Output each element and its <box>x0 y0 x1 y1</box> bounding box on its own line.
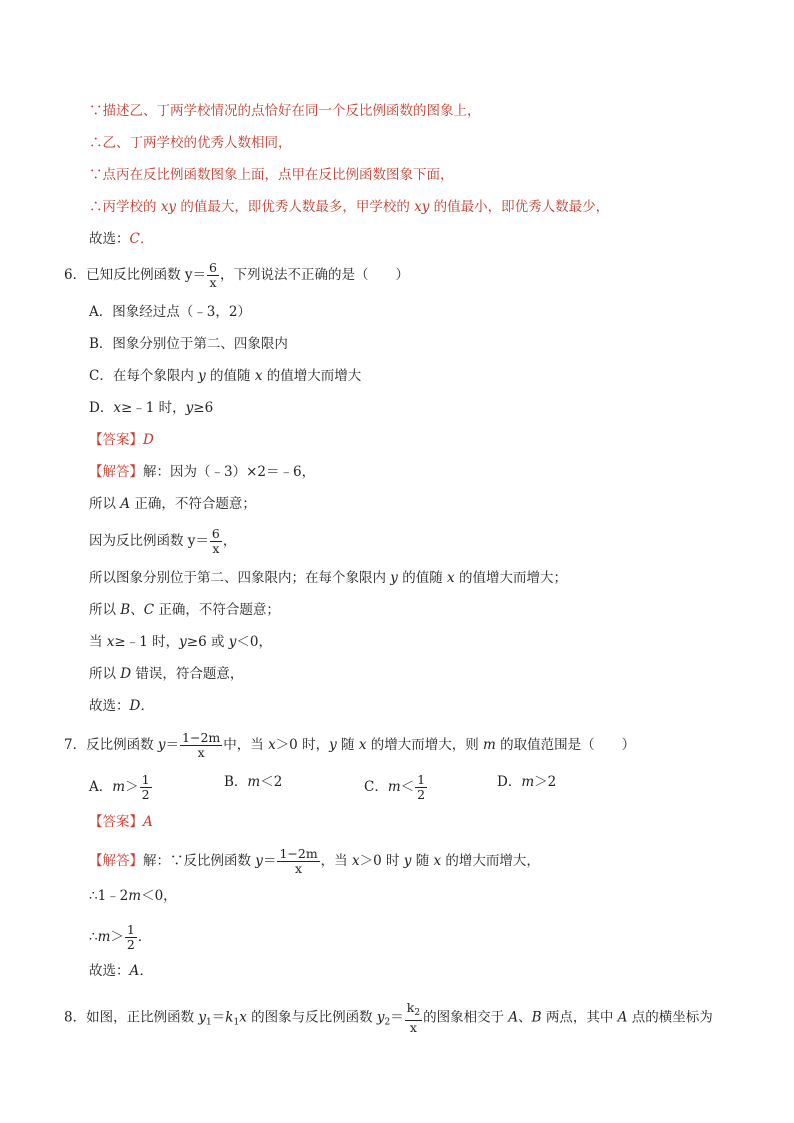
solution-label: 【解答】 <box>89 464 143 480</box>
text: ， <box>222 533 237 549</box>
q6-option-d <box>89 399 794 417</box>
text: 故选： <box>89 963 130 979</box>
numerator: 1 <box>126 922 135 937</box>
text: 当 <box>89 634 107 650</box>
denominator: x <box>212 541 220 556</box>
var: y <box>179 634 187 650</box>
var: x <box>254 368 263 384</box>
text: ∵点丙在反比例函数图象上面，点甲在反比例函数图象下面， <box>89 167 454 183</box>
var: y <box>255 853 263 869</box>
prev-solution-line-2 <box>89 134 794 152</box>
text: D． <box>497 774 522 790</box>
text: ≥6 <box>193 400 214 416</box>
numerator: 1 <box>417 772 426 787</box>
var: x <box>106 634 115 650</box>
q7-answer <box>89 813 794 831</box>
text: 故选： <box>89 231 130 247</box>
text: 的值最大，即优秀人数最多，甲学校的 <box>176 199 415 215</box>
var: x <box>113 400 121 416</box>
fraction <box>210 527 222 556</box>
var: x <box>239 1009 247 1026</box>
q7-options <box>0 773 794 805</box>
q6-option-a <box>89 303 794 321</box>
text: 的值增大而增大； <box>454 570 567 586</box>
fraction <box>180 731 222 760</box>
text: ，当 <box>320 853 352 869</box>
q6-solution-2 <box>89 495 794 513</box>
text: 随 <box>411 853 434 869</box>
text: 的值增大而增大 <box>262 368 362 384</box>
text: B．图象分别位于第二、四象限内 <box>89 336 288 352</box>
var: y <box>228 634 237 650</box>
q6-solution-8 <box>89 697 794 715</box>
denominator: x <box>409 1020 417 1035</box>
q6-solution-3 <box>89 527 794 556</box>
var: m <box>387 779 401 795</box>
text: C．在每个象限内 <box>89 368 199 384</box>
text: 、 <box>130 602 144 618</box>
var: x <box>351 853 360 869</box>
solution-label: 【解答】 <box>89 853 143 869</box>
fraction <box>405 1001 422 1035</box>
answer-label: 【答案】 <box>89 432 143 448</box>
text: ． <box>137 929 152 945</box>
text: 的增大而增大， <box>441 853 540 869</box>
var: y <box>329 737 337 753</box>
text: ＜ <box>400 779 415 795</box>
answer-label: 【答案】 <box>89 814 143 830</box>
text: ∴丙学校的 <box>89 199 161 215</box>
q7-stem <box>64 731 794 760</box>
answer-value: A <box>143 814 153 830</box>
var: y <box>198 1009 207 1026</box>
prev-solution-choice <box>89 230 794 248</box>
q7-solution-2 <box>89 887 794 905</box>
q6-option-b <box>89 335 794 353</box>
denominator: x <box>295 861 303 876</box>
text: 所以 <box>89 496 121 512</box>
q6-solution-7 <box>89 665 794 683</box>
text: D． <box>89 400 114 416</box>
text: 6．已知反比例函数 y＝ <box>64 267 207 283</box>
q7-option-d <box>497 773 556 791</box>
numerator: 6 <box>211 526 220 541</box>
text: ≥6 或 <box>186 634 229 650</box>
text: ∵描述乙、丁两学校情况的点恰好在同一个反比例函数的图象上， <box>89 103 481 119</box>
text: 7．反比例函数 <box>64 737 158 753</box>
text: ＞0 时， <box>275 737 330 753</box>
text: 正确，不符合题意； <box>154 602 280 618</box>
var: m <box>97 929 111 945</box>
text: 、 <box>518 1009 532 1026</box>
denominator: 2 <box>141 787 150 802</box>
text: ≥﹣1 时， <box>114 634 180 650</box>
prev-solution-line-1 <box>89 102 794 120</box>
var: y <box>390 570 398 586</box>
text: 的值随 <box>397 570 448 586</box>
var: k <box>225 1009 234 1026</box>
choice: C． <box>129 231 154 247</box>
var: m <box>521 774 535 790</box>
text: 的增大而增大，则 <box>366 737 484 753</box>
fraction <box>125 923 137 952</box>
var: y <box>185 400 194 416</box>
subscript: 1 <box>233 1017 240 1028</box>
numerator: 6 <box>209 260 217 275</box>
text: A． <box>89 779 113 795</box>
denominator: 2 <box>417 787 426 802</box>
var: A <box>508 1009 519 1026</box>
text: ＞ <box>125 779 139 795</box>
q7-solution-1 <box>89 847 794 876</box>
text: ＞ <box>110 929 124 945</box>
text: 的值随 <box>205 368 255 384</box>
q6-solution-6 <box>89 633 794 651</box>
text: 中，当 <box>223 737 269 753</box>
var: A <box>617 1009 628 1026</box>
var: m <box>483 737 496 753</box>
var: y <box>376 1009 385 1026</box>
answer-value: D <box>143 432 154 448</box>
numerator: 1−2m <box>279 846 318 861</box>
numerator: 1−2m <box>182 730 221 745</box>
var: xy <box>414 199 430 215</box>
q6-solution-1 <box>89 463 794 481</box>
text: ，下列说法不正确的是（ ） <box>219 267 409 283</box>
var: y <box>157 737 166 753</box>
var: B <box>120 602 131 618</box>
q6-solution-4 <box>89 569 794 587</box>
text: 故选： <box>89 698 130 714</box>
text: A．图象经过点（﹣3，2） <box>89 304 251 320</box>
prev-solution-line-3 <box>89 166 794 184</box>
var: m <box>247 774 261 790</box>
denominator: x <box>197 745 205 760</box>
denominator: 2 <box>126 937 135 952</box>
text: 因为反比例函数 y＝ <box>89 533 209 549</box>
text: ＞2 <box>534 774 557 790</box>
numerator <box>405 1001 422 1021</box>
text: 所以 <box>89 666 121 682</box>
text: 解：因为（﹣3）×2＝﹣6， <box>143 464 316 480</box>
text: ＜2 <box>260 774 283 790</box>
text: 正确，不符合题意； <box>130 496 256 512</box>
var: x <box>358 737 367 753</box>
prev-solution-line-4 <box>89 198 794 216</box>
var: y <box>403 853 412 869</box>
text: 8．如图，正比例函数 <box>64 1009 199 1026</box>
text: ∴ <box>89 929 98 945</box>
var: xy <box>160 199 177 215</box>
text: 随 <box>336 737 359 753</box>
text: 错误，符合题意， <box>131 666 244 682</box>
var: x <box>433 853 442 869</box>
denominator: x <box>209 275 217 290</box>
text: 的值最小，即优秀人数最少， <box>429 199 610 215</box>
subscript: 1 <box>206 1017 212 1028</box>
text: 解：∵反比例函数 <box>143 853 256 869</box>
var: m <box>128 888 142 904</box>
text: ∴1﹣2 <box>89 888 129 904</box>
q7-solution-3 <box>89 923 794 952</box>
text: 两点，其中 <box>541 1009 618 1026</box>
q7-option-c <box>364 773 428 802</box>
text: ＜0， <box>236 634 272 650</box>
subscript: 2 <box>414 1008 421 1018</box>
fraction <box>207 261 219 290</box>
choice: A． <box>129 963 153 979</box>
text: 的取值范围是（ ） <box>495 737 636 753</box>
text: ＝ <box>211 1009 226 1026</box>
var: A <box>120 496 131 512</box>
q7-solution-4 <box>89 962 794 980</box>
var: y <box>198 368 206 384</box>
var: B <box>531 1009 542 1026</box>
q6-answer <box>89 431 794 449</box>
subscript: 2 <box>384 1017 391 1028</box>
q6-solution-5 <box>89 601 794 619</box>
text: C． <box>364 779 388 795</box>
numerator: 1 <box>141 772 150 787</box>
q7-option-b <box>224 773 282 791</box>
q8-stem <box>64 1001 794 1035</box>
text: ∴乙、丁两学校的优秀人数相同， <box>89 135 292 151</box>
text: 所以 <box>89 602 121 618</box>
fraction <box>140 773 152 802</box>
text: ＝ <box>262 853 277 869</box>
text: 所以图象分别位于第二、四象限内；在每个象限内 <box>89 570 391 586</box>
var: m <box>112 779 126 795</box>
text: 的图象与反比例函数 <box>246 1009 377 1026</box>
var: x <box>268 737 276 753</box>
fraction <box>277 847 319 876</box>
var: x <box>447 570 455 586</box>
q6-stem <box>64 261 794 290</box>
text: 的图象相交于 <box>423 1009 509 1026</box>
text: ＞0 时 <box>359 853 404 869</box>
text: ＜0， <box>141 888 177 904</box>
var: D <box>120 666 132 682</box>
text: ＝ <box>390 1009 404 1026</box>
var: C <box>143 602 155 618</box>
text: ≥﹣1 时， <box>120 400 186 416</box>
fraction <box>415 773 427 802</box>
q6-option-c <box>89 367 794 385</box>
q7-option-a <box>89 773 153 802</box>
text: B． <box>224 774 248 790</box>
text: ＝ <box>165 737 180 753</box>
var: k <box>406 1000 415 1015</box>
choice: D． <box>129 698 154 714</box>
text: 点的横坐标为 <box>627 1009 713 1026</box>
